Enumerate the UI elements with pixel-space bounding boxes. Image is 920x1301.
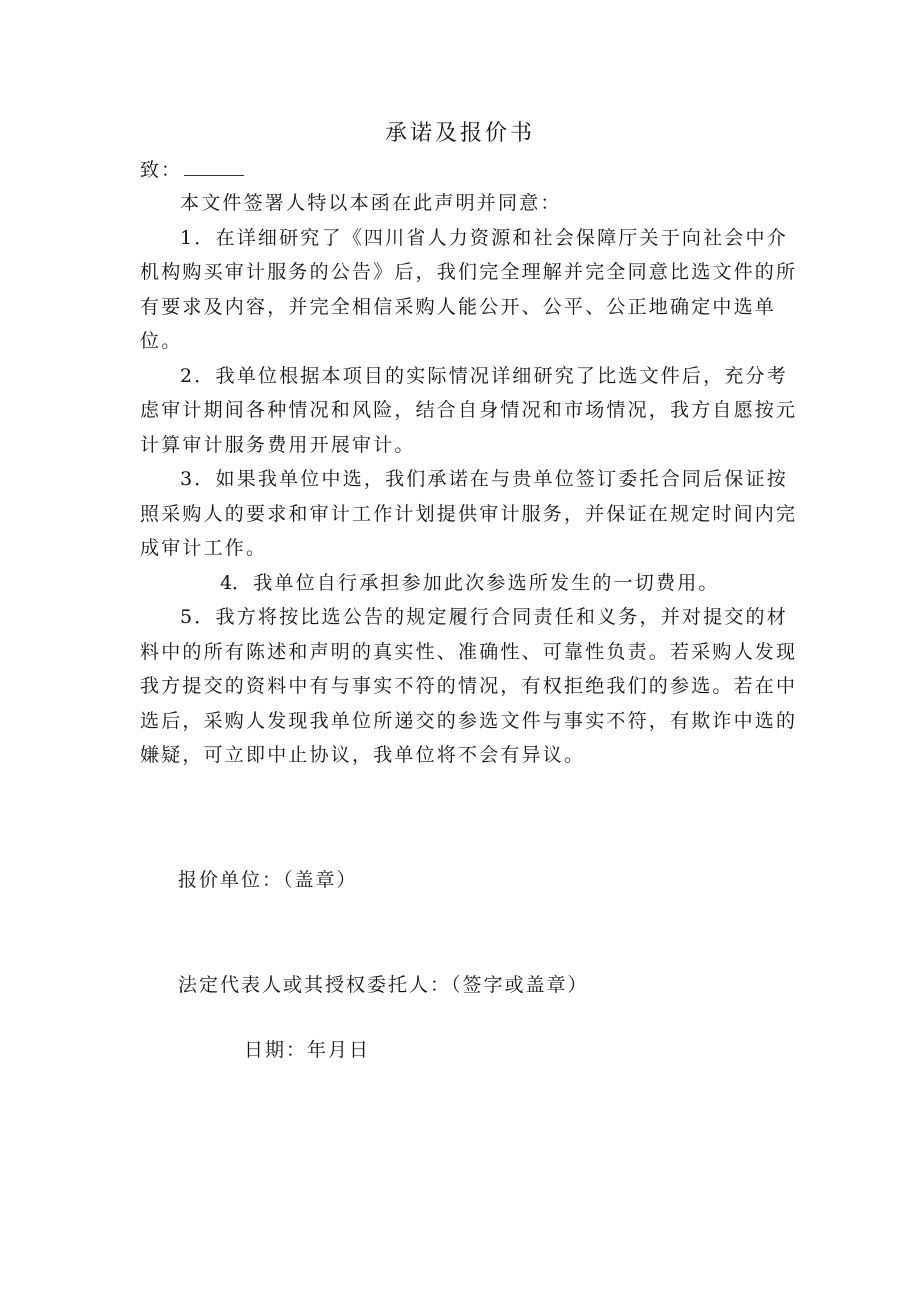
signature-representative-line: 法定代表人或其授权委托人：（签字或盖章） bbox=[178, 974, 589, 996]
item-2-paragraph: 2．我单位根据本项目的实际情况详细研究了比选文件后，充分考虑审计期间各种情况和风险，结合自身情况和市场情况，我方自愿按元计算审计服务费用开展审计。 bbox=[140, 364, 798, 456]
signature-date-line: 日期：年月日 bbox=[244, 1039, 371, 1061]
item-4-number: 4 bbox=[220, 571, 235, 594]
document-body bbox=[140, 186, 800, 773]
item-5-paragraph: 5．我方将按比选公告的规定履行合同责任和义务，并对提交的材料中的所有陈述和声明的真实性、准确性、可靠性负责。若采购人发现我方提交的资料中有与事实不符的情况，有权拒绝我们的参选。若在中选后，采购人发现我单位所递交的参选文件与事实不符，有欺诈中选的嫌疑，可立即中止协议，我单位将不会有异议。 bbox=[140, 606, 798, 766]
document-title: 承诺及报价书 bbox=[384, 121, 535, 146]
item-4-text: ．我单位自行承担参加此次参选所发生的一切费用。 bbox=[232, 571, 720, 594]
item-3-paragraph: 3．如果我单位中选，我们承诺在与贵单位签订委托合同后保证按照采购人的要求和审计工作计划提供审计服务，并保证在规定时间内完成审计工作。 bbox=[140, 468, 798, 559]
item-4-paragraph bbox=[140, 566, 800, 601]
signature-unit-line: 报价单位：（盖章） bbox=[178, 869, 358, 891]
intro-paragraph: 本文件签署人特以本函在此声明并同意： bbox=[180, 192, 562, 214]
recipient-blank bbox=[184, 159, 244, 176]
item-1-paragraph: 1．在详细研究了《四川省人力资源和社会保障厅关于向社会中介机构购买审计服务的公告》后，我们完全理解并完全同意比选文件的所有要求及内容，并完全相信采购人能公开、公平、公正地确定中选单位。 bbox=[140, 226, 798, 352]
recipient-line bbox=[140, 155, 244, 182]
recipient-label: 致： bbox=[140, 159, 183, 181]
